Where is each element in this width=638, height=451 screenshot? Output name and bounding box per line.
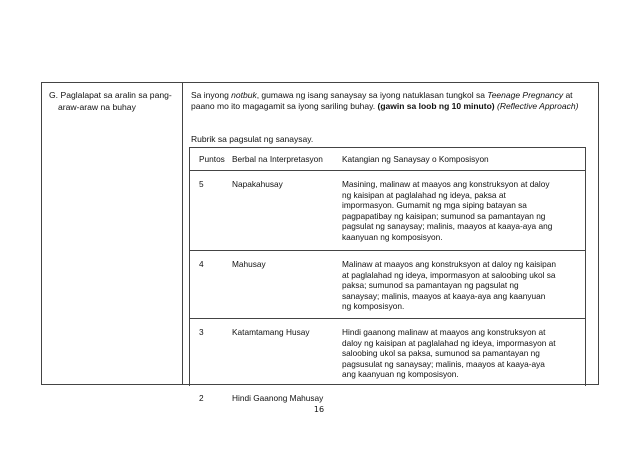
description-line: sanaysay; malinis, maayos at kaaya-aya ang kaanyuan	[342, 290, 546, 301]
description-line: Masining, malinaw at maayos ang konstruksyon at daloy	[342, 179, 550, 189]
row-divider	[190, 170, 585, 171]
row-divider	[190, 250, 585, 251]
instr-time: (gawin sa loob ng 10 minuto)	[377, 101, 495, 112]
description-line: paksa; sumunod sa pamantayan ng pagsulat ng	[342, 280, 519, 291]
instructions-text	[191, 90, 591, 113]
description-line: Malinaw at maayos ang konstruksyon at daloy ng kaisipan	[342, 259, 556, 269]
description-line: pagsusulat ng sanaysay; malinis, maayos at kaaya-aya	[342, 358, 545, 369]
description-line: saloobing ukol sa paksa, sumunod sa pamantayan ng	[342, 348, 540, 359]
row-description	[342, 327, 584, 380]
instr-part1: Sa inyong	[191, 90, 232, 100]
instr-part3: at paano mo ito magagamit sa iyong sariling buhay.	[191, 90, 573, 112]
description-line: Hindi gaanong malinaw at maayos ang konstruksyon at	[342, 327, 546, 337]
row-points: 4	[199, 259, 204, 269]
description-line: at paglalahad ng ideya, impormasyon at saloobing ukol sa	[342, 269, 556, 280]
instr-topic: Teenage Pregnancy	[487, 90, 564, 100]
header-verbal: Berbal na Interpretasyon	[232, 154, 323, 164]
row-description	[342, 259, 584, 312]
row-verbal: Katamtamang Husay	[232, 327, 310, 337]
description-line: impormasyon. Gumamit ng mga siping batayan sa	[342, 200, 527, 211]
column-divider	[182, 83, 183, 384]
instr-approach: (Reflective Approach)	[496, 101, 579, 112]
description-line: pagsulat ng sanaysay; malinis, maayos at kaaya-aya ang	[342, 221, 553, 232]
description-line: ng kaisipan at paglalahad ng ideya, paksa at	[342, 189, 506, 200]
description-line: kaanyuan ng komposisyon.	[342, 231, 443, 242]
row-points: 2	[199, 393, 204, 403]
row-verbal: Mahusay	[232, 259, 266, 269]
rubric-table	[189, 147, 586, 403]
instr-part2: , gumawa ng isang sanaysay sa iyong natuklasan tungkol sa	[256, 90, 488, 100]
section-label	[49, 90, 177, 113]
row-points: 5	[199, 179, 204, 189]
description-line: ang kaanyuan ng komposisyon.	[342, 369, 459, 380]
row-verbal: Hindi Gaanong Mahusay	[232, 393, 324, 403]
header-points: Puntos	[199, 154, 225, 164]
row-description	[342, 179, 584, 243]
rubric-title: Rubrik sa pagsulat ng sanaysay.	[191, 134, 314, 144]
row-divider	[190, 318, 585, 319]
row-divider	[190, 384, 585, 385]
description-line: pagpapatibay ng kaisipan; sumunod sa pamantayan ng	[342, 210, 546, 221]
description-line: daloy ng kaisipan at paglalahad ng ideya, impormasyon at	[342, 337, 556, 348]
row-verbal: Napakahusay	[232, 179, 283, 189]
lesson-plan-table	[41, 82, 599, 403]
instr-notbuk: notbuk	[231, 90, 257, 100]
section-label-line2: araw-araw na buhay	[58, 101, 136, 112]
row-points: 3	[199, 327, 204, 337]
header-characteristics: Katangian ng Sanaysay o Komposisyon	[342, 154, 489, 164]
section-label-line1: G. Paglalapat sa aralin sa pang-	[49, 90, 172, 100]
page-number: 16	[313, 405, 325, 414]
description-line: ng komposisyon.	[342, 301, 405, 312]
